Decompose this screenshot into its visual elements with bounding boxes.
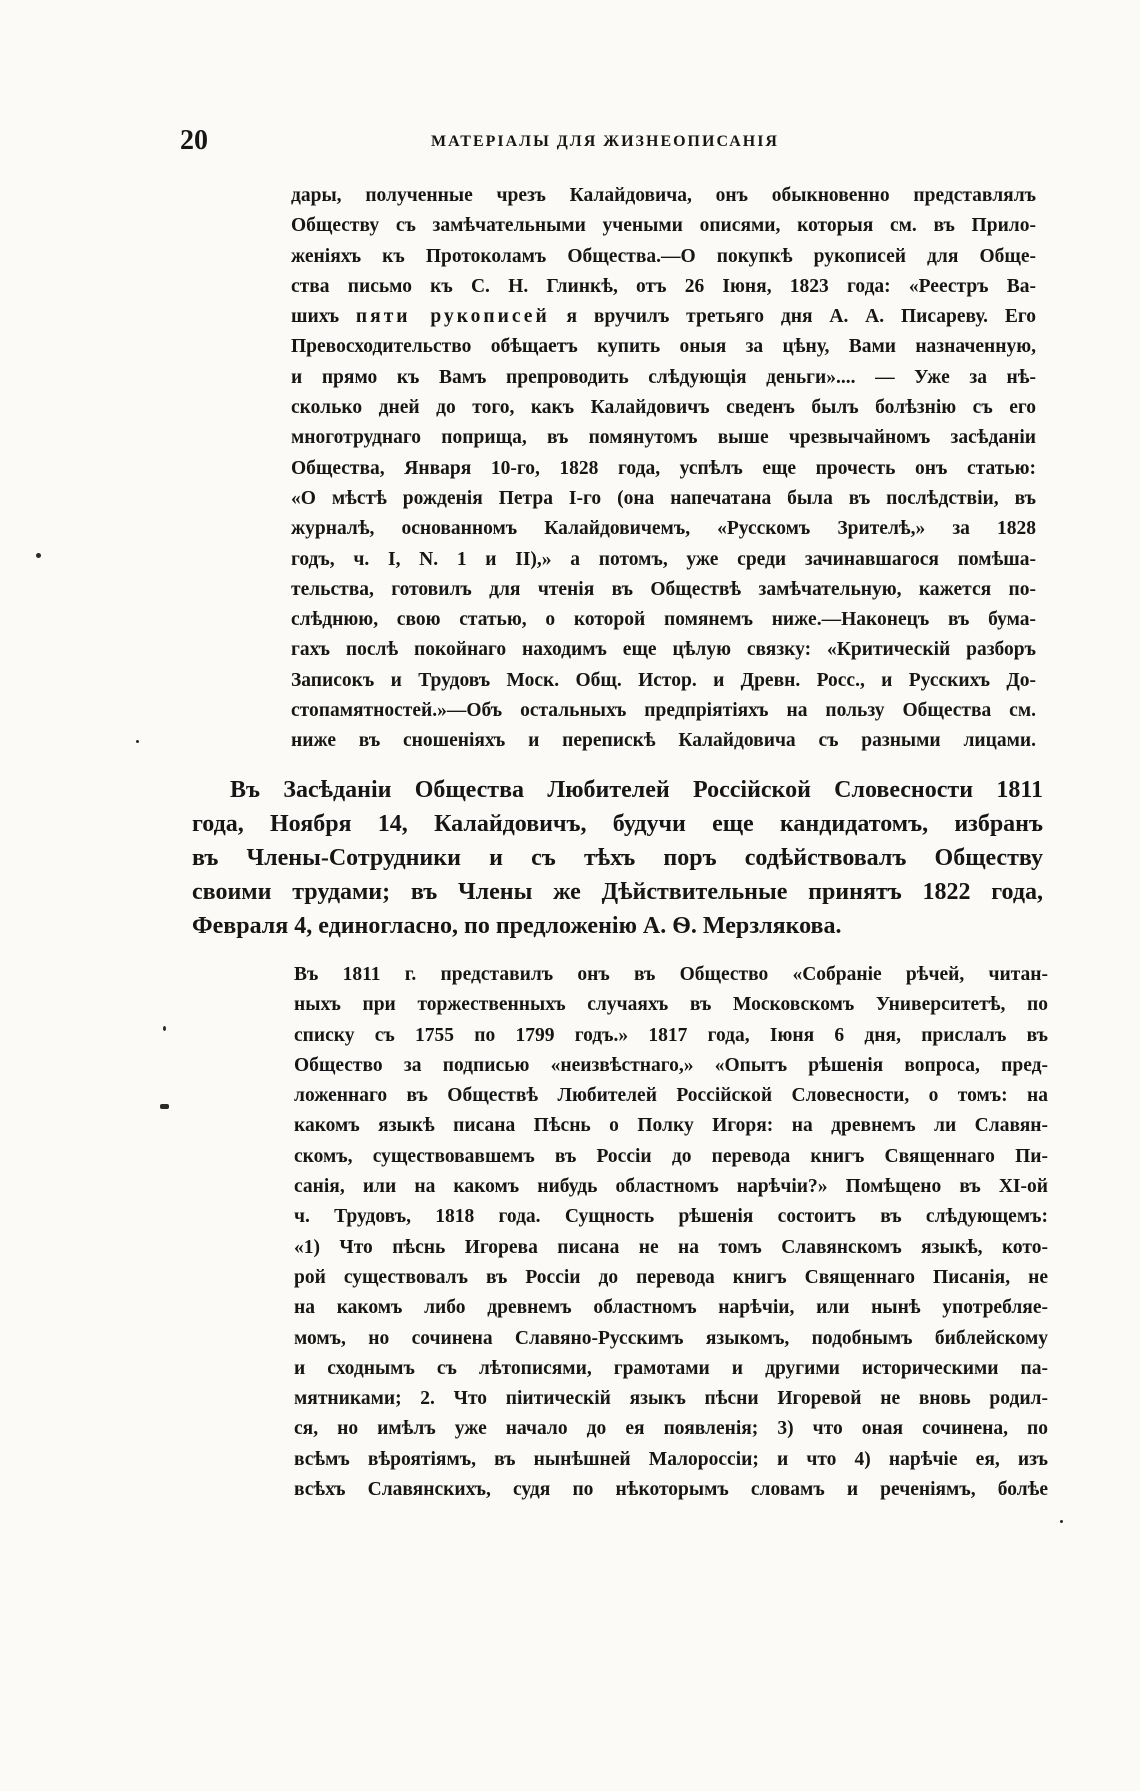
paragraph-line: Въ Засѣданіи Общества Любителей Россійской Словесности 1811 xyxy=(230,777,1043,803)
note-line: момъ, но сочинена Славяно-Русскимъ языкомъ, подобнымъ библейскому xyxy=(294,1327,1048,1349)
note-line: Превосходительство обѣщаетъ купить оныя за цѣну, Вами назначенную, xyxy=(291,336,1036,358)
paragraph-line: своими трудами; въ Члены же Дѣйствительные принятъ 1822 года, xyxy=(192,879,1043,905)
note-line: «О мѣстѣ рожденія Петра I-го (она напечатана была въ послѣдствіи, въ xyxy=(291,487,1036,509)
spaced-emphasis: пяти рукописей xyxy=(355,306,550,328)
paragraph-line: года, Ноября 14, Калайдовичъ, будучи еще кандидатомъ, избранъ xyxy=(192,811,1043,837)
note-1811 xyxy=(294,960,1048,1505)
scan-speck xyxy=(36,553,41,558)
paragraph-line: въ Члены-Сотрудники и съ тѣхъ поръ содѣйствовалъ Обществу xyxy=(192,845,1043,871)
note-line: журналѣ, основанномъ Калайдовичемъ, «Русскомъ Зрителѣ,» за 1828 xyxy=(291,518,1036,540)
note-line: и сходнымъ съ лѣтописями, грамотами и другими историческими па- xyxy=(294,1357,1048,1379)
note-line: мятниками; 2. Что піитическій языкъ пѣсни Игоревой не вновь родил- xyxy=(294,1388,1048,1410)
page-number: 20 xyxy=(180,125,208,156)
note-line: стопамятностей.»—Объ остальныхъ предпріятіяхъ на пользу Общества см. xyxy=(291,700,1036,722)
note-line: слѣднюю, свою статью, о которой помянемъ ниже.—Наконецъ въ бума- xyxy=(291,609,1036,631)
note-line: женіяхъ къ Протоколамъ Общества.—О покупкѣ рукописей для Обще- xyxy=(291,245,1036,267)
paragraph-line: Февраля 4, единогласно, по предложенію А. Ѳ. Мерзлякова. xyxy=(192,913,842,939)
note-line: «1) Что пѣснь Игорева писана не на томъ Славянскомъ языкѣ, кото- xyxy=(294,1236,1048,1258)
note-line-segment: я вручилъ третьяго дня А. А. Писареву. Его xyxy=(549,306,1037,328)
scan-speck xyxy=(160,1104,169,1109)
note-line: ч. Трудовъ, 1818 года. Сущность рѣшенія состоитъ въ слѣдующемъ: xyxy=(294,1206,1048,1228)
note-line: годъ, ч. I, N. 1 и II),» а потомъ, уже среди зачинавшагося помѣша- xyxy=(291,548,1036,570)
note-line: ложеннаго въ Обществѣ Любителей Россійской Словесности, о томъ: на xyxy=(294,1085,1048,1107)
scan-speck xyxy=(136,740,139,743)
scan-speck xyxy=(1060,1520,1063,1523)
continuation-note xyxy=(291,181,1036,757)
scan-speck xyxy=(163,1026,166,1031)
note-line: гахъ послѣ покойнаго находимъ еще цѣлую связку: «Критическій разборъ xyxy=(291,639,1036,661)
note-line: всѣмъ вѣроятіямъ, въ нынѣшней Малороссіи; и что 4) нарѣчіе ея, изъ xyxy=(294,1448,1048,1470)
note-line: какомъ языкѣ писана Пѣснь о Полку Игоря: на древнемъ ли Славян- xyxy=(294,1115,1048,1137)
note-line: Записокъ и Трудовъ Моск. Общ. Истор. и Древн. Росс., и Русскихъ До- xyxy=(291,669,1036,691)
note-line: рой существовалъ въ Россіи до перевода книгъ Священнаго Писанія, не xyxy=(294,1266,1048,1288)
note-line: сколько дней до того, какъ Калайдовичъ сведенъ былъ болѣзнію съ его xyxy=(291,397,1036,419)
note-line: ниже въ сношеніяхъ и перепискѣ Калайдовича съ разными лицами. xyxy=(291,730,1036,752)
note-line: тельства, готовилъ для чтенія въ Обществѣ замѣчательную, кажется по- xyxy=(291,578,1036,600)
note-line: Въ 1811 г. представилъ онъ въ Общество «Собраніе рѣчей, читан- xyxy=(294,964,1048,985)
note-line: ства письмо къ С. Н. Глинкѣ, отъ 26 Іюня, 1823 года: «Реестръ Ва- xyxy=(291,275,1036,297)
note-line: Общество за подписью «неизвѣстнаго,» «Опытъ рѣшенія вопроса, пред- xyxy=(294,1054,1048,1076)
running-title: МАТЕРІАЛЫ ДЛЯ ЖИЗНЕОПИСАНІЯ xyxy=(431,133,779,150)
note-line: ся, но имѣлъ уже начало до ея появленія; 3) что оная сочинена, по xyxy=(294,1418,1048,1440)
note-line: Обществу съ замѣчательными учеными описями, которыя см. въ Прило- xyxy=(291,215,1036,237)
note-line: дары, полученные чрезъ Калайдовича, онъ обыкновенно представлялъ xyxy=(291,185,1036,206)
note-line xyxy=(291,302,1036,332)
note-line: на какомъ либо древнемъ областномъ нарѣчіи, или нынѣ употребляе- xyxy=(294,1297,1048,1319)
note-line: ныхъ при торжественныхъ случаяхъ въ Московскомъ Университетѣ, по xyxy=(294,994,1048,1016)
note-line: и прямо къ Вамъ препроводить слѣдующія деньги».... — Уже за нѣ- xyxy=(291,366,1036,388)
note-line: Общества, Января 10-го, 1828 года, успѣлъ еще прочесть онъ статью: xyxy=(291,457,1036,479)
note-line: всѣхъ Славянскихъ, судя по нѣкоторымъ словамъ и реченіямъ, болѣе xyxy=(294,1479,1048,1501)
main-paragraph xyxy=(192,773,1043,943)
note-line: многотруднаго поприща, въ помянутомъ выше чрезвычайномъ засѣданіи xyxy=(291,427,1036,449)
note-line: санія, или на какомъ нибудь областномъ нарѣчіи?» Помѣщено въ XI-ой xyxy=(294,1176,1048,1198)
note-line: списку съ 1755 по 1799 годъ.» 1817 года, Іюня 6 дня, прислалъ въ xyxy=(294,1024,1048,1046)
note-line: скомъ, существовавшемъ въ Россіи до перевода книгъ Священнаго Пи- xyxy=(294,1145,1048,1167)
note-line-segment: шихъ xyxy=(291,306,356,328)
